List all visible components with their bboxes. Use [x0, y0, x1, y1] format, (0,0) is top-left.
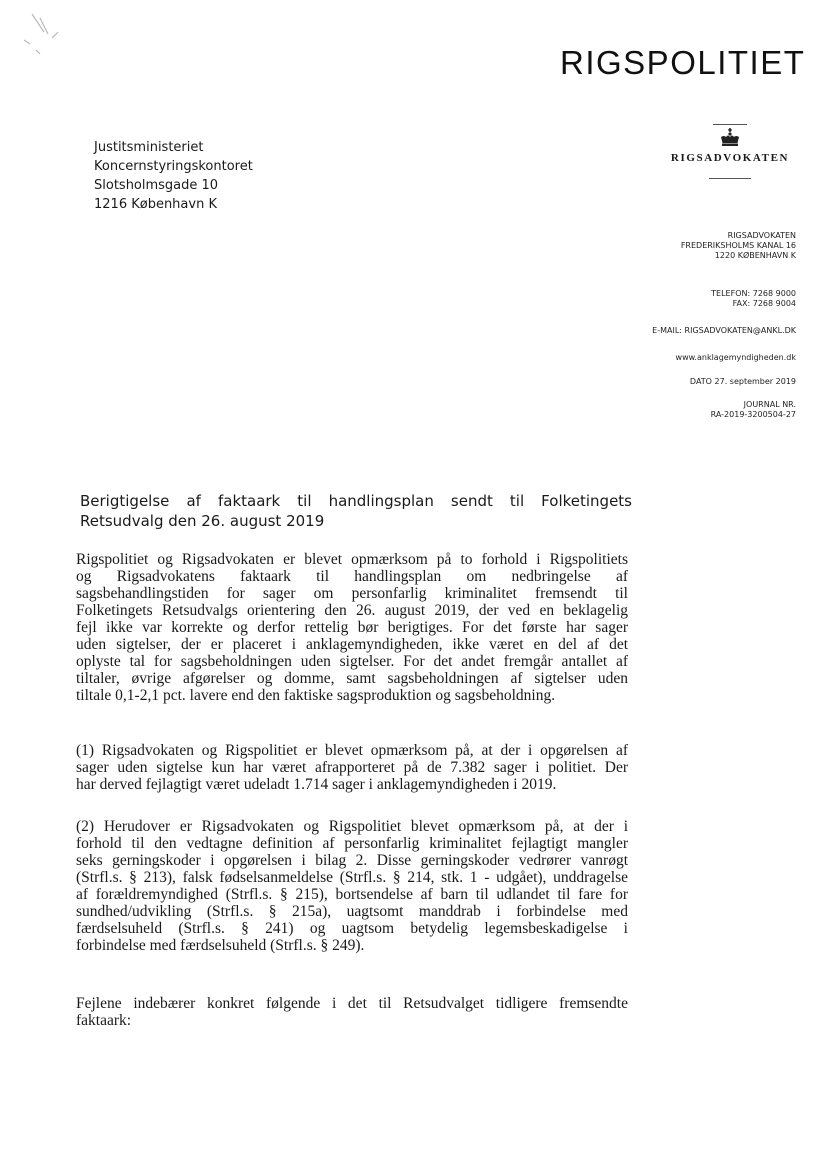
heading-word: faktaark	[217, 492, 281, 510]
recipient-line: Justitsministeriet	[94, 140, 204, 155]
address-line: FREDERIKSHOLMS KANAL 16	[680, 241, 796, 250]
heading-word: til	[297, 492, 312, 510]
paragraph-line: færdselsuheld (Strfl.s. § 241) og uagtsom betydelig legemsbeskadigelse i	[76, 920, 628, 937]
phone-number: TELEFON: 7268 9000	[711, 289, 796, 298]
journal-number-block	[560, 400, 796, 420]
journal-number: RA-2019-3200504-27	[710, 410, 796, 419]
body-paragraph-4	[76, 995, 628, 1029]
heading-word: Berigtigelse	[80, 492, 170, 510]
paragraph-line: Folketingets Retsudvalgs orientering den 26. august 2019, der ved en beklagelig	[76, 602, 628, 619]
body-paragraph-1	[76, 551, 628, 704]
fax-number: FAX: 7268 9004	[732, 299, 796, 308]
logo-rule-bottom	[709, 178, 751, 179]
paragraph-line: Rigspolitiet og Rigsadvokaten er blevet opmærksom på to forhold i Rigspolitiets	[76, 551, 628, 568]
paragraph-line: (2) Herudover er Rigsadvokaten og Rigspolitiet blevet opmærksom på, at der i	[76, 818, 628, 835]
paragraph-line: fejl ikke var korrekte og derfor rettelig bør berigtiges. For det første har sager	[76, 619, 628, 636]
paragraph-line: (Strfl.s. § 213), falsk fødselsanmeldelse (Strfl.s. § 214, stk. 1 - udgået), unddragelse	[76, 869, 628, 886]
recipient-line: Slotsholmsgade 10	[94, 178, 219, 193]
paragraph-line: sager uden sigtelse kun har været afrapporteret på de 7.382 sager i politiet. Der	[76, 759, 628, 776]
heading-line-2: Retsudvalg den 26. august 2019	[80, 512, 325, 530]
sender-address	[560, 231, 796, 261]
sender-logo	[660, 124, 800, 179]
paragraph-line: sundhed/udvikling (Strfl.s. § 215a), uagtsomt manddrab i forbindelse med	[76, 903, 628, 920]
sender-name: RIGSADVOKATEN	[670, 152, 790, 164]
website-address: www.anklagemyndigheden.dk	[675, 353, 796, 362]
agency-title: RIGSPOLITIET	[560, 44, 806, 81]
paragraph-line: forbindelse med færdselsuheld (Strfl.s. § 249).	[76, 937, 365, 954]
heading-word: sendt	[450, 492, 493, 510]
paragraph-line: uden sigtelser, der er placeret i anklagemyndigheden, ikke været en del af det	[76, 636, 628, 653]
heading-word: af	[186, 492, 201, 510]
crown-crest-icon	[718, 128, 742, 148]
email-address: E-MAIL: RIGSADVOKATEN@ANKL.DK	[652, 326, 796, 335]
paragraph-line: faktaark:	[76, 1012, 132, 1029]
paragraph-line: (1) Rigsadvokaten og Rigspolitiet er blevet opmærksom på, at der i opgørelsen af	[76, 742, 628, 759]
body-paragraph-2	[76, 742, 628, 793]
paragraph-line: og Rigsadvokatens faktaark til handlingsplan om nedbringelse af	[76, 568, 628, 585]
paragraph-line: sagsbehandlingstiden for sager om personfarlig kriminalitet fremsendt til	[76, 585, 628, 602]
body-paragraph-3	[76, 818, 628, 954]
scribble-mark-icon	[14, 10, 74, 60]
paragraph-line: oplyste tal for sagsbeholdningen uden sigtelser. For det andet fremgår antallet af	[76, 653, 628, 670]
recipient-address	[94, 138, 253, 214]
recipient-line: Koncernstyringskontoret	[94, 159, 253, 174]
paragraph-line: tiltaler, øvrige afgørelser og domme, samt sagsbeholdningen af sigtelser uden	[76, 670, 628, 687]
paragraph-line: tiltale 0,1-2,1 pct. lavere end den faktiske sagsproduktion og sagsbeholdning.	[76, 687, 556, 704]
address-line: RIGSADVOKATEN	[727, 231, 796, 240]
paragraph-line: Fejlene indebærer konkret følgende i det til Retsudvalget tidligere fremsendte	[76, 995, 628, 1012]
paragraph-line: seks gerningskoder i opgørelsen i bilag 2. Disse gerningskoder vedrører vanrøgt	[76, 852, 628, 869]
paragraph-line: har derved fejlagtigt været udeladt 1.714 sager i anklagemyndigheden i 2019.	[76, 776, 557, 793]
address-line: 1220 KØBENHAVN K	[714, 251, 796, 260]
letter-heading	[80, 491, 632, 531]
heading-line-1	[80, 491, 632, 511]
sender-phone-block	[560, 289, 796, 309]
letter-date: DATO 27. september 2019	[689, 377, 796, 386]
heading-word: Folketingets	[541, 492, 632, 510]
heading-word: til	[509, 492, 525, 510]
journal-label: JOURNAL NR.	[743, 400, 796, 409]
paragraph-line: af forældremyndighed (Strfl.s. § 215), bortsendelse af barn til udlandet til fare for	[76, 886, 628, 903]
heading-word: handlingsplan	[328, 492, 434, 510]
paragraph-line: forhold til den vedtagne definition af personfarlig kriminalitet fejlagtigt mangler	[76, 835, 628, 852]
recipient-line: 1216 København K	[94, 197, 217, 212]
logo-rule-top	[713, 124, 747, 125]
